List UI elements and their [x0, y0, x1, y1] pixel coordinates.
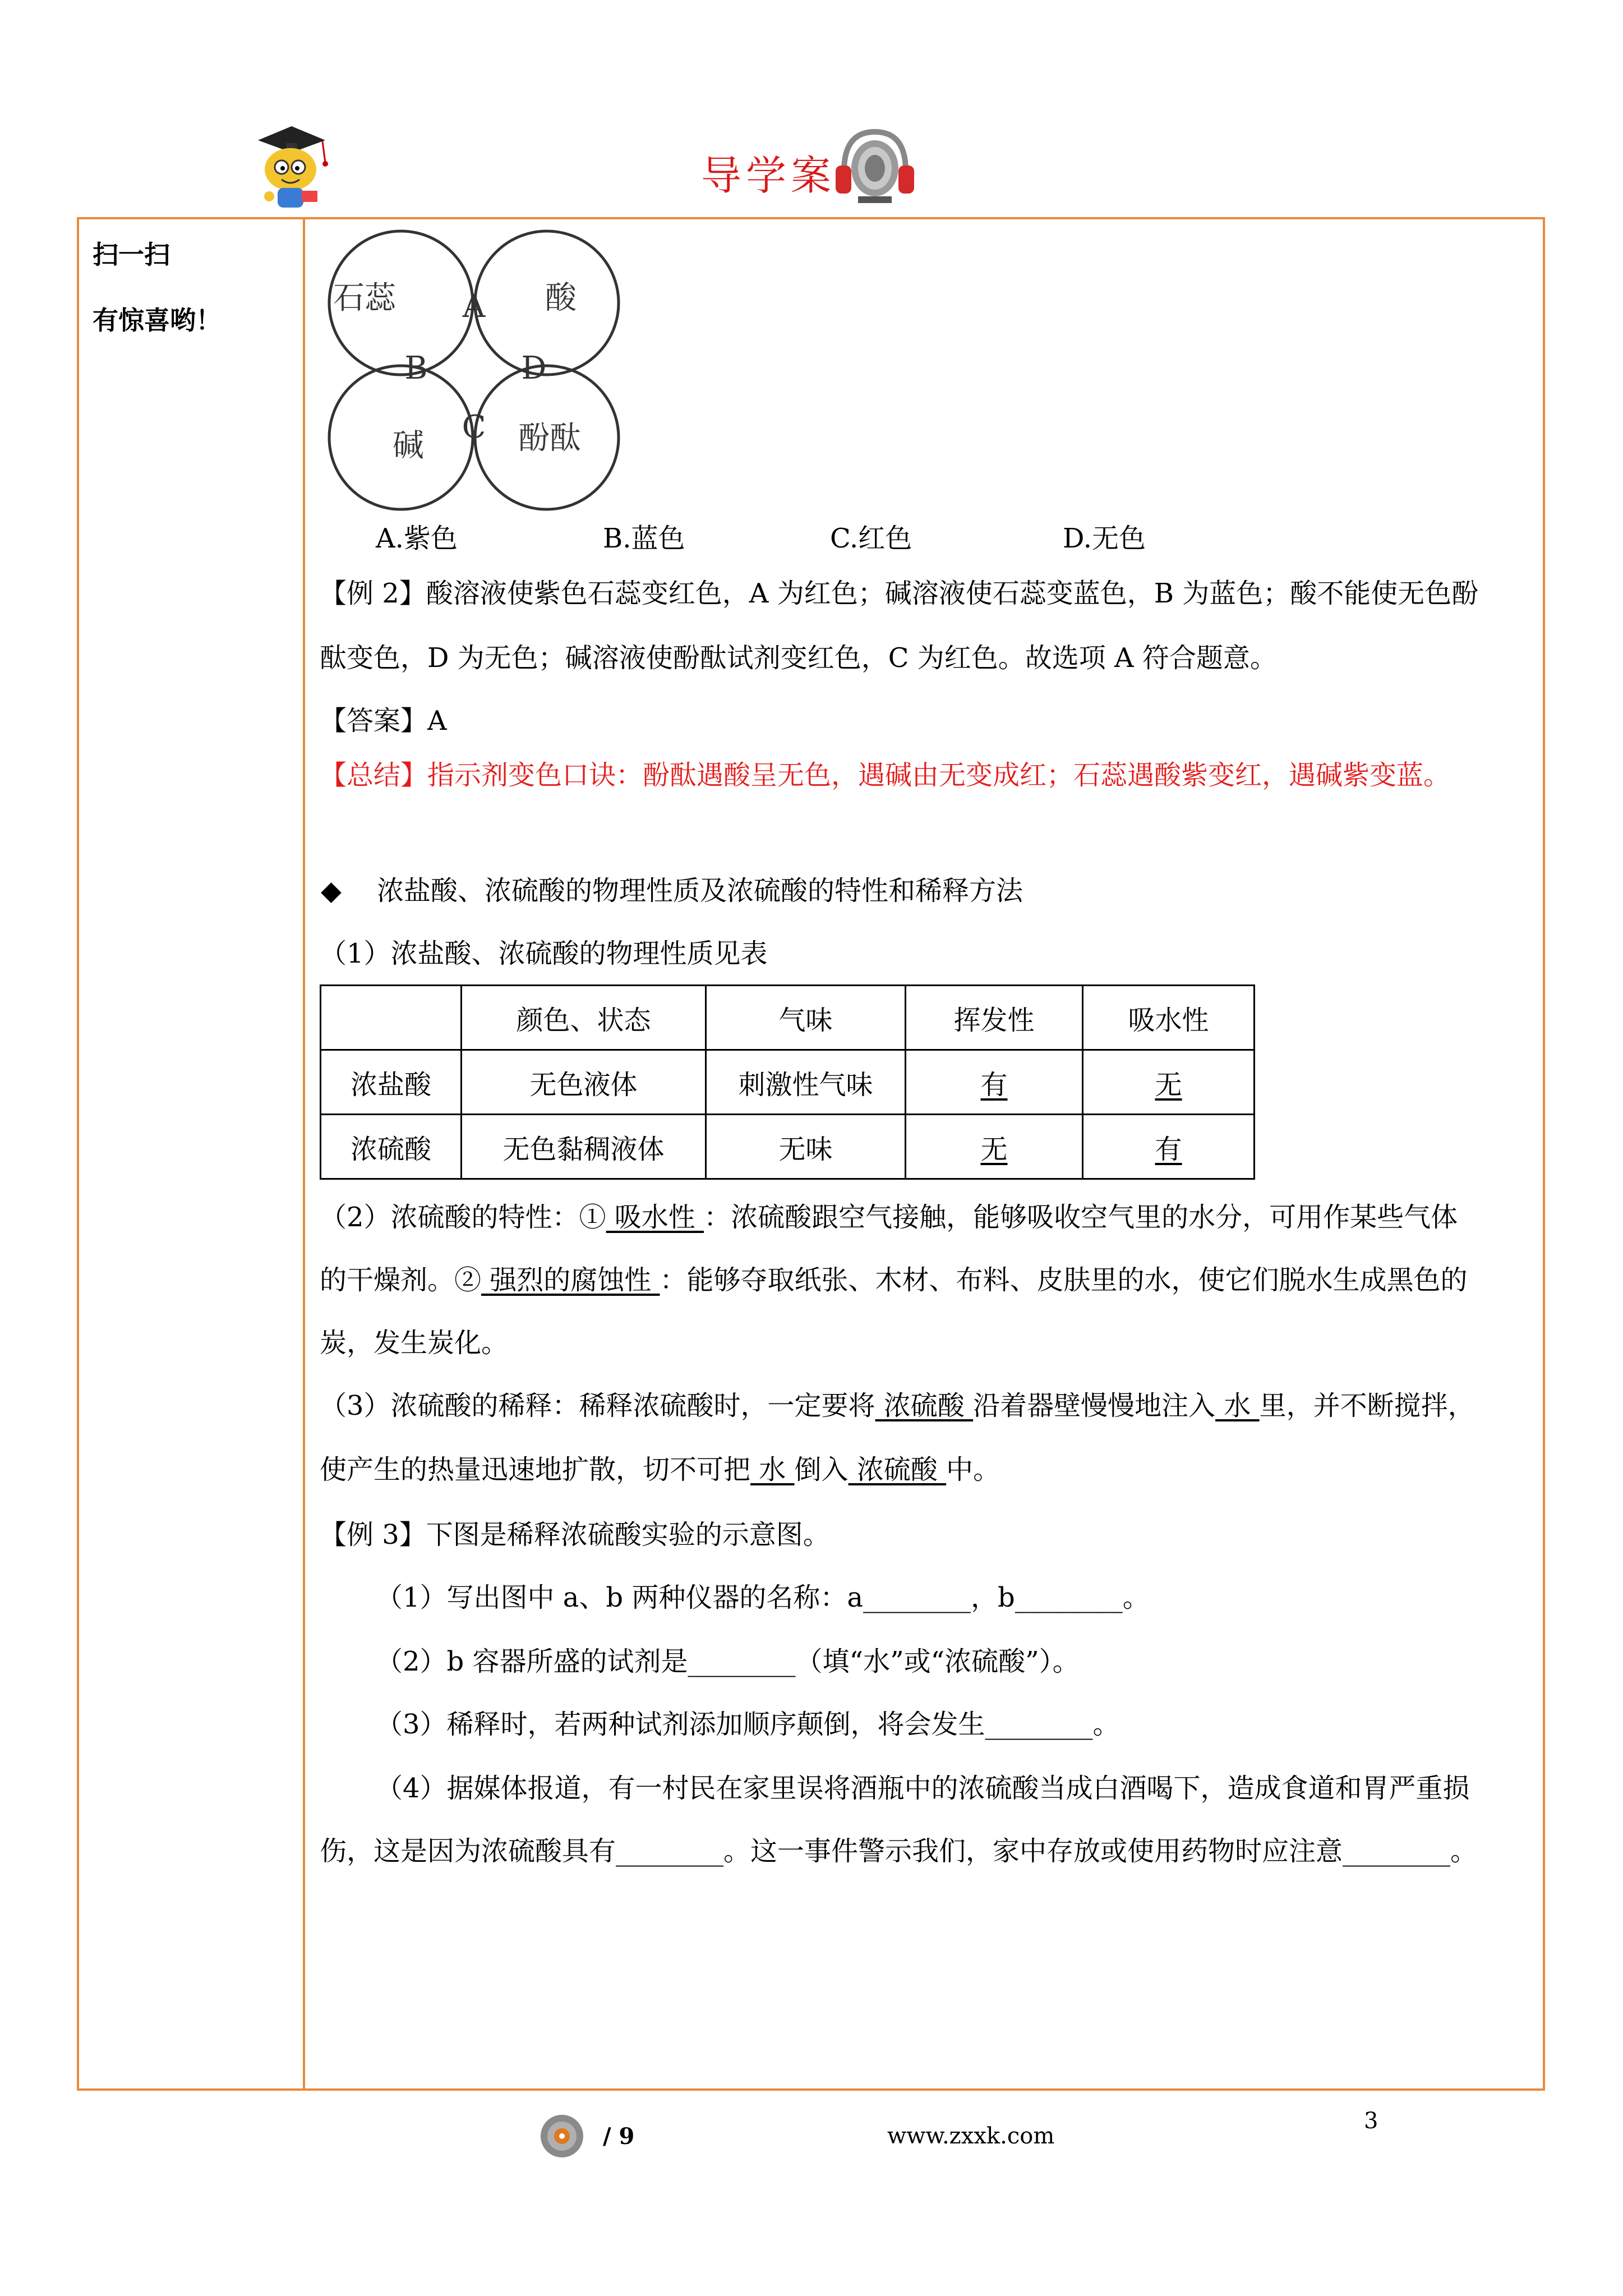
table-header-cell: 颜色、状态 [462, 986, 706, 1050]
example3-title: 【例 3】下图是稀释浓硫酸实验的示意图。 [320, 1519, 830, 1550]
section-sub1: （1）浓盐酸、浓硫酸的物理性质见表 [320, 938, 768, 969]
example2-answer: 【答案】A [320, 705, 447, 737]
option-a: A.紫色 [376, 523, 458, 554]
table-cell: 浓盐酸 [321, 1050, 462, 1115]
example3-q1: （1）写出图中 a、b 两种仪器的名称：a________，b________。 [376, 1582, 1150, 1613]
properties-line2: 的干燥剂。② 强烈的腐蚀性 ：能够夺取纸张、木材、布料、皮肤里的水，使它们脱水生成黑色的 [320, 1264, 1468, 1296]
footer-page-number: 3 [1364, 2108, 1378, 2134]
table-cell: 无味 [706, 1115, 906, 1179]
dilution-line2: 使产生的热量迅速地扩散，切不可把 水 倒入 浓硫酸 中。 [320, 1454, 1000, 1485]
section-heading: 浓盐酸、浓硫酸的物理性质及浓硫酸的特性和稀释方法 [377, 875, 1023, 907]
properties-line1: （2）浓硫酸的特性：① 吸水性 ：浓硫酸跟空气接触，能够吸收空气里的水分，可用作某些气体 [320, 1202, 1458, 1233]
table-cell: 浓硫酸 [321, 1115, 462, 1179]
venn-region-d: D [521, 350, 547, 386]
venn-region-a: A [462, 288, 486, 325]
venn-label-litmus: 石蕊 [333, 280, 396, 316]
table-cell: 无色黏稠液体 [462, 1115, 706, 1179]
table-cell: 刺激性气味 [706, 1050, 906, 1115]
footer-page-total: / 9 [603, 2123, 635, 2150]
properties-table [320, 984, 1255, 1180]
table-row [321, 1115, 1255, 1179]
option-d: D.无色 [1063, 523, 1146, 554]
table-header-row [321, 986, 1255, 1050]
option-b: B.蓝色 [603, 523, 685, 554]
table-cell-answer: 无 [1083, 1050, 1255, 1115]
example3-q4-line2: 伤，这是因为浓硫酸具有________。这一事件警示我们，家中存放或使用药物时应注意________。 [320, 1835, 1478, 1867]
sidebar-surprise-label: 有惊喜哟！ [93, 305, 222, 335]
header-title: 导学案 [701, 152, 836, 199]
dilution-line1: （3）浓硫酸的稀释：稀释浓硫酸时，一定要将 浓硫酸 沿着器壁慢慢地注入 水 里，并不断搅拌， [320, 1390, 1475, 1421]
venn-label-acid: 酸 [545, 280, 577, 316]
example3-q2: （2）b 容器所盛的试剂是________（填“水”或“浓硫酸”）。 [376, 1646, 1080, 1677]
example3-q4-line1: （4）据媒体报道，有一村民在家里误将酒瓶中的浓硫酸当成白酒喝下，造成食道和胃严重损 [376, 1773, 1470, 1804]
mascot-logo [247, 118, 336, 213]
table-cell-answer: 有 [906, 1050, 1083, 1115]
music-badge-logo [827, 121, 923, 213]
example2-line1: 【例 2】酸溶液使紫色石蕊变红色，A 为红色；碱溶液使石蕊变蓝色，B 为蓝色；酸不能使无色酚 [320, 578, 1479, 609]
table-header-cell: 挥发性 [906, 986, 1083, 1050]
sidebar-scan-label: 扫一扫 [93, 240, 170, 270]
table-cell-answer: 无 [906, 1115, 1083, 1179]
table-cell: 无色液体 [462, 1050, 706, 1115]
table-row [321, 1050, 1255, 1115]
section-bullet: ◆ [321, 875, 342, 907]
example2-line2: 酞变色，D 为无色；碱溶液使酚酞试剂变红色，C 为红色。故选项 A 符合题意。 [320, 642, 1277, 674]
example2-summary: 【总结】指示剂变色口诀：酚酞遇酸呈无色，遇碱由无变成红；石蕊遇酸紫变红，遇碱紫变蓝。 [320, 760, 1451, 791]
venn-region-c: C [462, 409, 486, 445]
table-cell-answer: 有 [1083, 1115, 1255, 1179]
properties-line3: 炭，发生炭化。 [320, 1327, 509, 1359]
footer-disc-icon [540, 2114, 584, 2159]
footer-url: www.zxxk.com [887, 2123, 1055, 2149]
frame-divider [303, 217, 305, 2091]
venn-diagram [325, 227, 628, 513]
table-header-cell [321, 986, 462, 1050]
venn-region-b: B [404, 350, 428, 386]
venn-label-base: 碱 [393, 427, 424, 464]
option-c: C.红色 [830, 523, 912, 554]
example3-q3: （3）稀释时，若两种试剂添加顺序颠倒，将会发生________。 [376, 1709, 1120, 1740]
table-header-cell: 气味 [706, 986, 906, 1050]
venn-label-phenolphthalein: 酚酞 [518, 420, 581, 457]
table-header-cell: 吸水性 [1083, 986, 1255, 1050]
